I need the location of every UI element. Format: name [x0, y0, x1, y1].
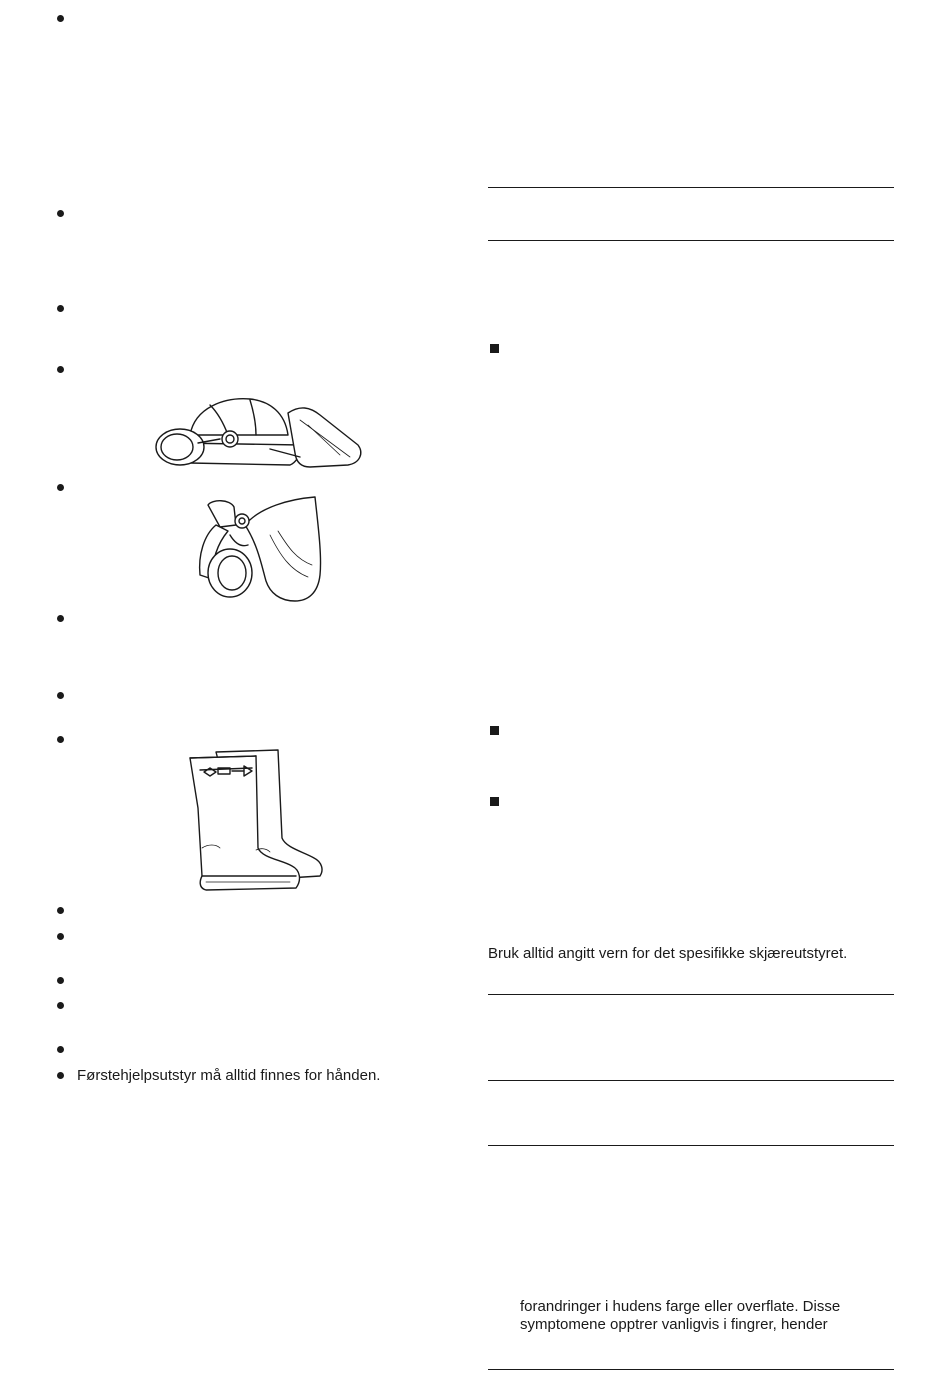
- square-bullet-3: [490, 797, 499, 806]
- bullet-14: [57, 1072, 64, 1079]
- divider-4: [488, 1080, 894, 1081]
- ear-muffs-with-visor-illustration: [190, 495, 330, 605]
- rubber-boots-illustration: [186, 748, 331, 898]
- bullet-12: [57, 1002, 64, 1009]
- bullet-3: [57, 305, 64, 312]
- bullet-8: [57, 736, 64, 743]
- bullet-2: [57, 210, 64, 217]
- bullet-1: [57, 15, 64, 22]
- bullet-4: [57, 366, 64, 373]
- bullet-5: [57, 484, 64, 491]
- bullet-6: [57, 615, 64, 622]
- square-bullet-2: [490, 726, 499, 735]
- divider-2: [488, 240, 894, 241]
- bullet-7: [57, 692, 64, 699]
- divider-3: [488, 994, 894, 995]
- vibration-text-line-2: symptomene opptrer vanligvis i fingrer, hender: [520, 1316, 828, 1333]
- divider-6: [488, 1369, 894, 1370]
- vibration-text-line-1: forandringer i hudens farge eller overflate. Disse: [520, 1298, 841, 1315]
- bullet-10: [57, 933, 64, 940]
- helmet-with-visor-illustration: [150, 395, 365, 475]
- first-aid-text: Førstehjelpsutstyr må alltid finnes for hånden.: [77, 1067, 381, 1084]
- divider-1: [488, 187, 894, 188]
- protection-note: Bruk alltid angitt vern for det spesifikke skjæreutstyret.: [488, 945, 848, 962]
- square-bullet-1: [490, 344, 499, 353]
- bullet-13: [57, 1046, 64, 1053]
- bullet-11: [57, 977, 64, 984]
- bullet-9: [57, 907, 64, 914]
- divider-5: [488, 1145, 894, 1146]
